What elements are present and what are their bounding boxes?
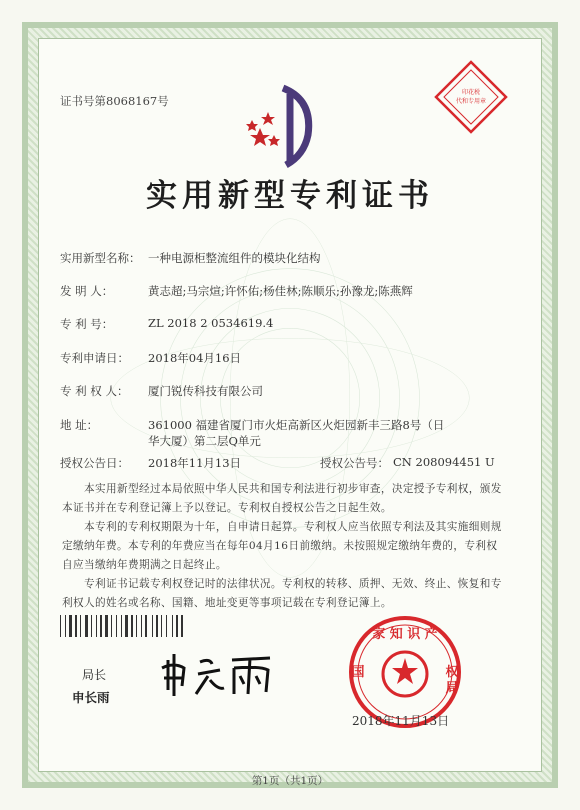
field-label: 实用新型名称：	[60, 251, 141, 265]
paragraph-line: 本实用新型经过本局依照中华人民共和国专利法进行初步审查，决定授予专利权，颁发	[84, 483, 502, 495]
patentee: 厦门锐传科技有限公司	[148, 384, 263, 398]
svg-text:代和专用章: 代和专用章	[455, 98, 487, 105]
svg-text:家 知 识 产: 家 知 识 产	[372, 627, 438, 642]
svg-text:国: 国	[351, 665, 365, 680]
page-footer: 第1页（共1页）	[251, 775, 329, 787]
star-icon	[268, 135, 280, 146]
field-label: 专 利 权 人：	[60, 384, 129, 398]
signature	[160, 650, 280, 709]
page-title: 实用新型专利证书	[146, 178, 434, 214]
field-label: 专 利 号：	[60, 317, 114, 331]
grant-date: 2018年11月13日	[148, 456, 242, 470]
paragraph-line: 利权人的姓名或名称、国籍、地址变更等事项记载在专利登记簿上。	[62, 597, 392, 609]
svg-text:印花税: 印花税	[461, 89, 481, 96]
field-label: 专利申请日：	[60, 351, 129, 365]
field-label: 地 址：	[60, 418, 99, 432]
director-name: 申长雨	[72, 690, 110, 705]
paragraph-line: 本专利的专利权期限为十年，自申请日起算。专利权人应当依照专利法及其实施细则规	[84, 521, 502, 533]
tax-stamp	[432, 58, 510, 136]
director-title: 局长	[82, 668, 107, 682]
grant-date-label: 授权公告日：	[60, 456, 129, 470]
address-line-2: 华大厦）第二层Q单元	[148, 434, 261, 448]
paragraph-line: 本证书并在专利登记簿上予以登记。专利权自授权公告之日起生效。	[62, 502, 392, 514]
utility-model-name: 一种电源柜整流组件的模块化结构	[148, 251, 321, 265]
svg-text:局: 局	[445, 681, 459, 696]
patent-office-logo	[238, 80, 348, 170]
svg-text:权: 权	[445, 665, 459, 680]
patent-number: ZL 2018 2 0534619.4	[148, 316, 274, 330]
application-date: 2018年04月16日	[148, 351, 242, 365]
seal-date: 2018年11月13日	[352, 714, 450, 728]
barcode	[60, 615, 220, 637]
star-icon	[250, 128, 270, 146]
grant-number: CN 208094451 U	[393, 455, 495, 469]
field-label: 发 明 人：	[60, 284, 114, 298]
paragraph-line: 专利证书记载专利权登记时的法律状况。专利权的转移、质押、无效、终止、恢复和专	[84, 578, 502, 590]
paragraph-line: 自应当缴纳年费期满之日起终止。	[62, 559, 227, 571]
paragraph-line: 定缴纳年费。本专利的年费应当在每年04月16日前缴纳。未按照规定缴纳年费的，专利权	[62, 540, 498, 552]
inventors: 黄志超;马宗煊;许怀佑;杨佳林;陈顺乐;孙豫龙;陈燕辉	[148, 284, 413, 298]
address-line-1: 361000 福建省厦门市火炬高新区火炬园新丰三路8号（日	[148, 418, 445, 432]
grant-number-label: 授权公告号：	[320, 456, 389, 470]
certificate-number: 证书号第8068167号	[60, 94, 169, 108]
star-icon	[392, 658, 418, 684]
star-icon	[261, 112, 275, 125]
star-icon	[246, 120, 258, 131]
